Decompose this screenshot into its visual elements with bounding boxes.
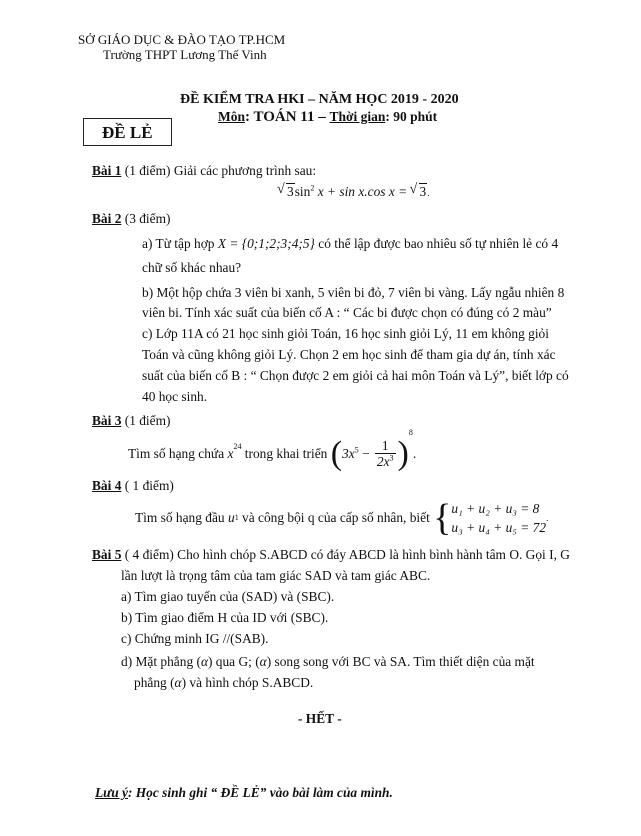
- problem-5c: c) Chứng minh IG //(SAB).: [121, 631, 269, 646]
- problem-text: ( 1 điểm): [121, 478, 174, 493]
- problem-5d-line1: d) Mặt phẳng (α) qua G; (α) song song với BC và SA. Tìm thiết diện của mặt: [121, 654, 535, 669]
- problem-label: Bài 5: [92, 547, 122, 562]
- end-mark: - HẾT -: [298, 711, 342, 726]
- problem-text: (3 điểm): [121, 211, 171, 226]
- problem-4-statement: Tìm số hạng đầu u1 và công bội q của cấp số nhân, biết { u₁ + u₂ + u₃ = 8 u₃ + u₄ + u₅ = 72 .: [135, 497, 549, 539]
- problem-5b: b) Tìm giao điểm H của ID với (SBC).: [121, 610, 329, 625]
- problem-5-heading: [92, 547, 570, 563]
- problem-2a-line1: a) Từ tập hợp X = {0;1;2;3;4;5} có thể lập được bao nhiêu số tự nhiên lẻ có 4: [142, 236, 559, 251]
- problem-text: (1 điểm): [121, 413, 171, 428]
- equation-system: u₁ + u₂ + u₃ = 8 u₃ + u₄ + u₅ = 72: [451, 501, 547, 535]
- problem-4-heading: [92, 478, 174, 494]
- note: [95, 785, 393, 801]
- problem-2a-line2: chữ số khác nhau?: [142, 260, 242, 275]
- problem-1-equation: √ $3\sin^2$ x + sin x.cos x = √ 3.: [278, 184, 429, 200]
- problem-label: Bài 4: [92, 478, 122, 493]
- note-label: Lưu ý: [95, 785, 128, 800]
- subject-label: Môn: [218, 109, 245, 124]
- problem-5d-line2: phẳng (α) và hình chóp S.ABCD.: [134, 675, 314, 690]
- department-name: SỞ GIÁO DỤC & ĐÀO TẠO TP.HCM: [78, 32, 286, 47]
- problem-2c-line4: 40 học sinh.: [142, 389, 208, 404]
- problem-5a: a) Tìm giao tuyến của (SAD) và (SBC).: [121, 589, 335, 604]
- exam-subtitle: [218, 109, 437, 126]
- problem-2b-line1: b) Một hộp chứa 3 viên bi xanh, 5 viên bi đỏ, 7 viên bi vàng. Lấy ngẫu nhiên 8: [142, 285, 565, 300]
- problem-text: ( 4 điểm) Cho hình chóp S.ABCD có đáy ABCD là hình bình hành tâm O. Gọi I, G: [121, 547, 570, 562]
- problem-3-statement: Tìm số hạng chứa $x^{24}$ trong khai triển ($3x^5$ − $\frac{1}{2x^3}$ )$^8$.: [128, 428, 417, 472]
- problem-2b-line2: viên bi. Tính xác suất của biến cố A : “ Các bi được chọn có đúng có 2 màu”: [142, 305, 552, 320]
- subject-value: : TOÁN 11 –: [245, 109, 330, 125]
- problem-2c-line2: Toán và cũng không giỏi Lý. Chọn 2 em học sinh để tham gia dự án, tính xác: [142, 347, 556, 362]
- time-label: Thời gian: [329, 109, 386, 124]
- problem-2c-line3: suất của biến cố B : “ Chọn được 2 em giỏi cả hai môn Toán và Lý”, biết lớp có: [142, 368, 569, 383]
- exam-title: ĐỀ KIỂM TRA HKI – NĂM HỌC 2019 - 2020: [180, 92, 459, 107]
- problem-label: Bài 1: [92, 163, 122, 178]
- problem-5-line2: lần lượt là trọng tâm của tam giác SAD và tam giác ABC.: [121, 568, 431, 583]
- problem-label: Bài 3: [92, 413, 122, 428]
- note-text: : Học sinh ghi “ ĐỀ LẺ” vào bài làm của mình.: [127, 785, 393, 800]
- problem-2-heading: [92, 211, 170, 227]
- problem-2c-line1: c) Lớp 11A có 21 học sinh giỏi Toán, 16 học sinh giỏi Lý, 11 em không giỏi: [142, 326, 549, 341]
- problem-3-heading: [92, 413, 170, 429]
- problem-1-heading: [92, 163, 316, 179]
- problem-label: Bài 2: [92, 211, 122, 226]
- exam-version-box: ĐỀ LẺ: [83, 118, 172, 146]
- time-value: : 90 phút: [385, 109, 438, 124]
- school-name: Trường THPT Lương Thế Vinh: [103, 47, 267, 62]
- problem-text: (1 điểm) Giải các phương trình sau:: [121, 163, 317, 178]
